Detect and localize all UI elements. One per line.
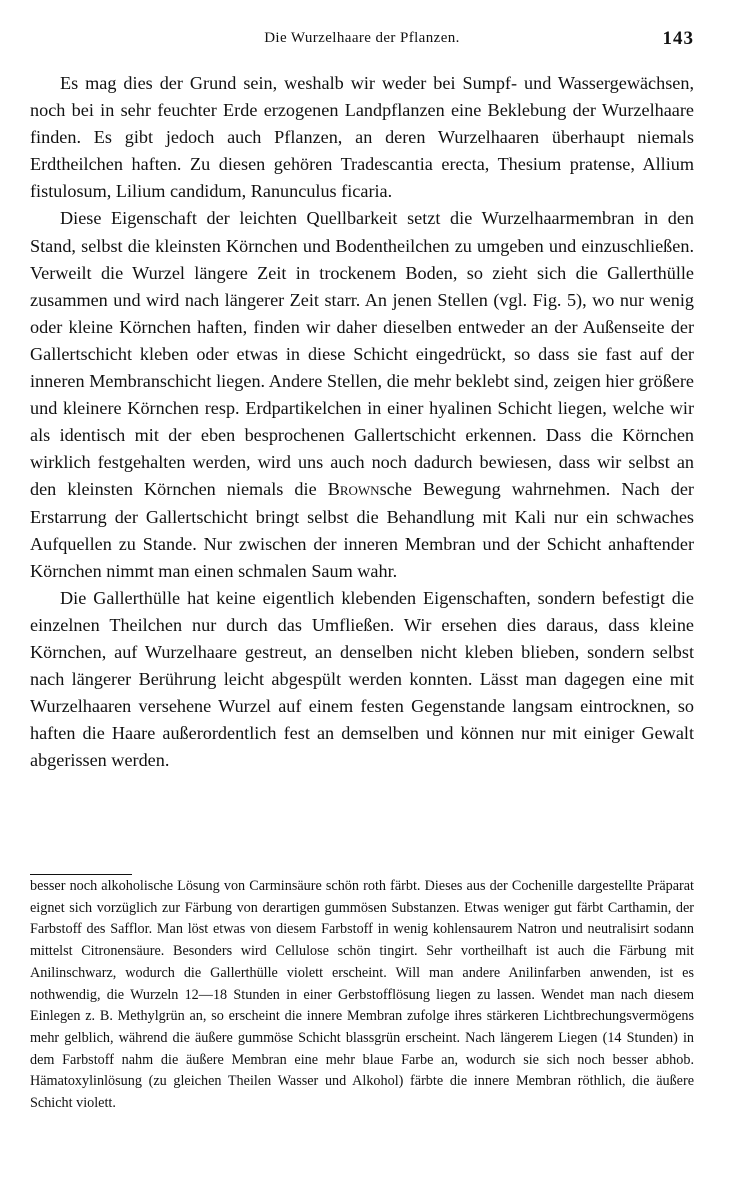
running-head (30, 30, 694, 52)
paragraph-2-text-b: sche Bewegung wahrnehmen. Nach der Erstarrung der Gallertschicht bringt selbst die Behandlung mit Kali nur ein schwaches Aufquellen zu Stande. Nur zwischen der inneren Membran und der Schicht anhaftender Körnchen nimmt man einen schmalen Saum wahr. (30, 479, 694, 581)
paragraph-2-text-a: Diese Eigenschaft der leichten Quellbarkeit setzt die Wurzelhaarmembran in den Stand, selbst die kleinsten Körnchen und Bodentheilchen zu umgeben und einzuschließen. Verweilt die Wurzel längere Zeit in trockenem Boden, so zieht sich die Gallerthülle zusammen und wird nach längerer Zeit starr. An jenen Stellen (vgl. Fig. 5), wo nur wenig oder kleine Körnchen haften, finden wir daher dieselben entweder an der Außenseite der Gallertschicht kleben oder etwas in diese Schicht eingedrückt, so dass sie fast auf der inneren Membranschicht liegen. Andere Stellen, die mehr beklebt sind, zeigen hier größere und kleinere Körnchen resp. Erdpartikelchen in einer hyalinen Schicht liegen, welche wir als identisch mit der eben besprochenen Gallertschicht erkennen. Dass die Körnchen wirklich festgehalten werden, wird uns auch noch dadurch bewiesen, dass wir selbst an den kleinsten Körnchen niemals die (30, 208, 694, 500)
footnote-divider (30, 874, 132, 875)
footnote-text: besser noch alkoholische Lösung von Carminsäure schön roth färbt. Dieses aus der Cochenille dargestellte Präparat eignet sich vorzüglich zur Färbung von derartigen gummösen Substanzen. Etwas weniger gut färbt Carthamin, der Farbstoff des Safflor. Man löst etwas von diesem Farbstoff in wenig kohlensaurem Natron und neutralisirt sodann mittelst Citronensäure. Besonders wird Cellulose schön tingirt. Sehr vortheilhaft ist auch die Färbung mit Anilinschwarz, wodurch die Gallerthülle violett erscheint. Will man andere Anilinfarben anwenden, ist es nothwendig, die Wurzeln 12—18 Stunden in einer Gerbstofflösung liegen zu lassen. Wendet man nach diesem Einlegen z. B. Methylgrün an, so erscheint die innere Membran zufolge ihres stärkeren Lichtbrechungsvermögens mehr gelblich, während die äußere gummöse Schicht blassgrün erscheint. Nach längerem Liegen (14 Stunden) in dem Farbstoff nahm die äußere Membran eine mehr blaue Farbe an, wodurch sie sich noch besser abhob. Hämatoxylinlösung (zu gleichen Theilen Wasser und Alkohol) färbte die innere Membran röthlich, die äußere Schicht violett. (30, 878, 694, 1112)
footnote (30, 876, 694, 1115)
author-name-brown: Brown (327, 479, 380, 500)
paragraph-3: Die Gallerthülle hat keine eigentlich klebenden Eigenschaften, sondern befestigt die einzelnen Theilchen nur durch das Umfließen. Wir ersehen dies daraus, dass kleine Körnchen, auf Wurzelhaare gestreut, an denselben nicht kleben blieben, sondern selbst nach längerer Berührung leicht abgespült werden konnten. Lässt man dagegen eine mit Wurzelhaaren versehene Wurzel auf einem festen Gegenstande langsam eintrocknen, so haften die Haare außerordentlich fest an demselben und können nur mit einiger Gewalt abgerissen werden. (30, 587, 694, 771)
paragraph-1: Es mag dies der Grund sein, weshalb wir weder bei Sumpf- und Wassergewächsen, noch bei in sehr feuchter Erde erzogenen Landpflanzen eine Beklebung der Wurzelhaare finden. Es gibt jedoch auch Pflanzen, an deren Wurzelhaaren überhaupt niemals Erdtheilchen haften. Zu diesen gehören Tradescantia erecta, Thesium pratense, Allium fistulosum, Lilium candidum, Ranunculus ficaria. (30, 73, 694, 202)
paragraph-2 (30, 205, 694, 584)
main-text (30, 70, 694, 774)
page-number: 143 (662, 28, 694, 49)
running-title: Die Wurzelhaare der Pflanzen. (264, 30, 460, 46)
